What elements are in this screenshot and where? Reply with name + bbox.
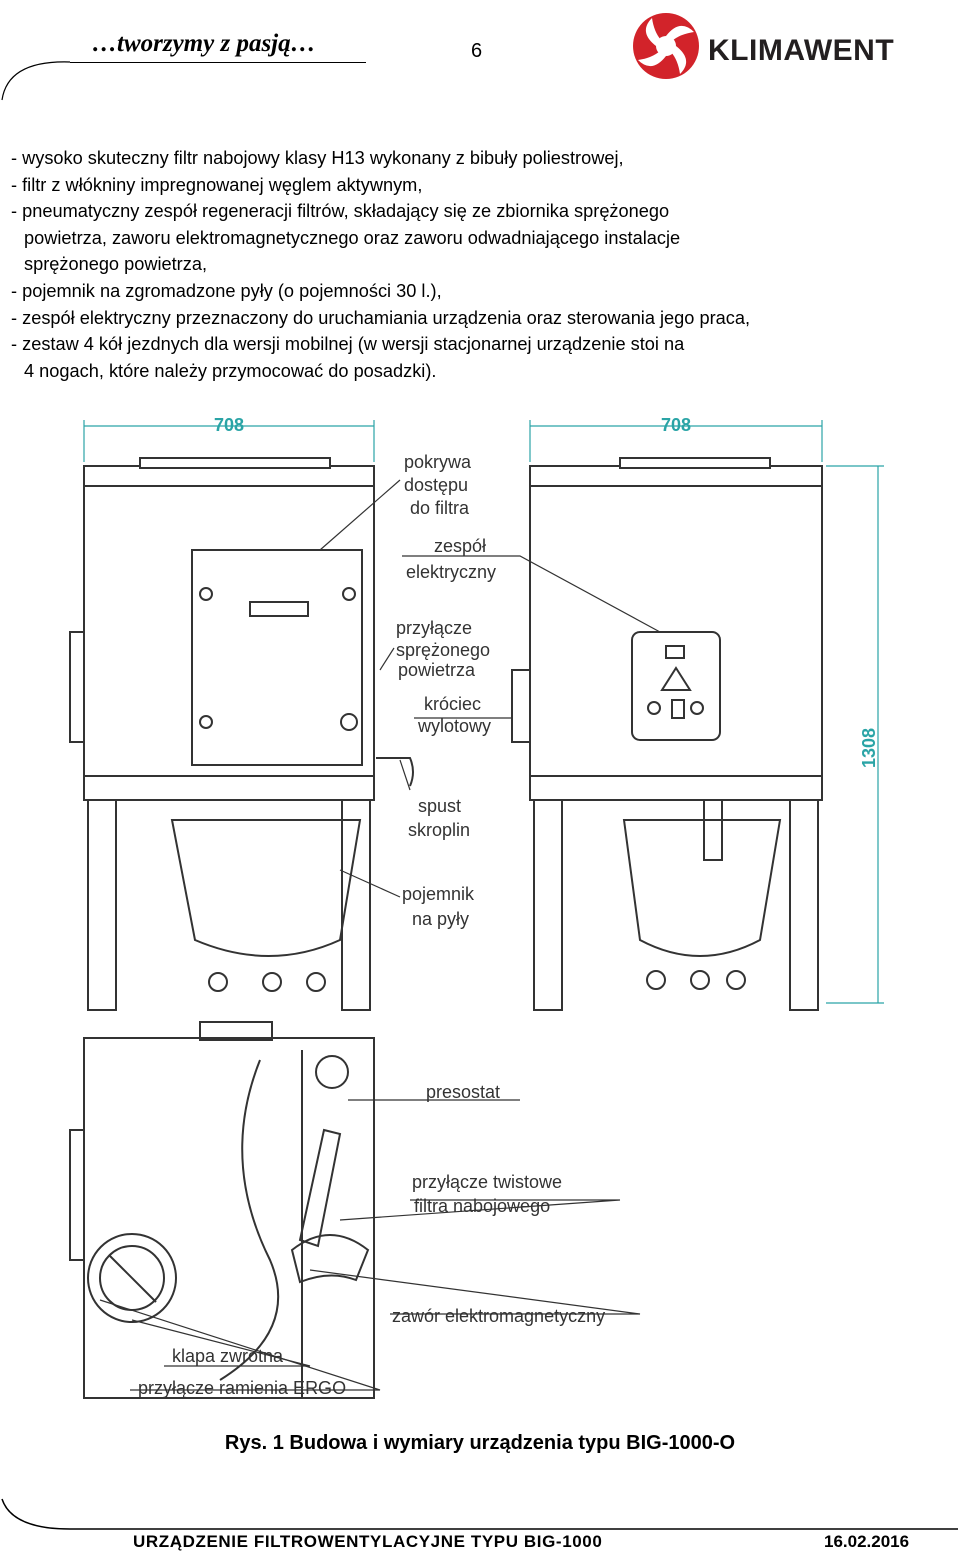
label-air-connection: powietrza <box>398 660 476 680</box>
logo-wordmark: KLIMAWENT <box>708 34 895 67</box>
label-twist-connection: filtra nabojowego <box>414 1196 551 1216</box>
footer-title: URZĄDZENIE FILTROWENTYLACYJNE TYPU BIG-1000 <box>133 1532 603 1551</box>
label-outlet: króciec <box>424 694 482 714</box>
label-pressostat: presostat <box>426 1082 501 1102</box>
label-cover: dostępu <box>404 475 469 495</box>
technical-drawing <box>0 400 960 1420</box>
page-footer <box>0 1532 960 1556</box>
label-electrical: zespół <box>434 536 487 556</box>
label-electrical: elektryczny <box>406 562 497 582</box>
klimawent-logo <box>628 8 900 88</box>
figure-caption: Rys. 1 Budowa i wymiary urządzenia typu BIG-1000-O <box>224 1432 736 1454</box>
label-flap: klapa zwrotna <box>172 1346 284 1366</box>
page-number: 6 <box>471 40 483 62</box>
footer-date: 16.02.2016 <box>824 1532 910 1551</box>
label-air-connection: przyłącze <box>396 618 473 638</box>
feature-list <box>11 145 956 384</box>
list-item: - zestaw 4 kół jezdnych dla wersji mobilnej (w wersji stacjonarnej urządzenie stoi na <box>11 334 685 355</box>
label-twist-connection: przyłącze twistowe <box>412 1172 563 1192</box>
label-cover: do filtra <box>410 498 470 518</box>
list-item-continuation: 4 nogach, które należy przymocować do posadzki). <box>24 360 437 381</box>
side-view <box>512 458 822 1010</box>
footer-decorative-arc <box>0 1495 960 1535</box>
dimension-width-front: 708 <box>214 415 245 435</box>
front-view <box>70 458 413 1010</box>
list-item-continuation: sprężonego powietrza, <box>24 254 207 275</box>
list-item: - pojemnik na zgromadzone pyły (o pojemności 30 l.), <box>11 280 442 301</box>
leader-lines <box>100 480 660 1390</box>
header-slogan: …tworzymy z pasją… <box>92 30 316 57</box>
list-item: - zespół elektryczny przeznaczony do uruchamiania urządzenia oraz sterowania jego praca, <box>11 307 751 328</box>
dimension-width-side: 708 <box>661 415 692 435</box>
list-item: - wysoko skuteczny filtr nabojowy klasy H13 wykonany z bibuły poliestrowej, <box>11 148 624 168</box>
label-solenoid: zawór elektromagnetyczny <box>392 1306 606 1326</box>
top-view <box>70 1022 374 1398</box>
drawing-labels <box>138 452 605 1398</box>
label-drain: spust <box>418 796 462 816</box>
label-drain: skroplin <box>408 820 471 840</box>
label-cover: pokrywa <box>404 452 472 472</box>
list-item: - filtr z włókniny impregnowanej węglem aktywnym, <box>11 174 423 195</box>
label-outlet: wylotowy <box>418 716 492 736</box>
label-ergo: przyłącze ramienia ERGO <box>138 1378 347 1398</box>
dimension-height: 1308 <box>859 727 879 768</box>
header-decorative-arc <box>0 52 120 102</box>
list-item: - pneumatyczny zespół regeneracji filtrów, składający się ze zbiornika sprężonego <box>11 201 670 222</box>
list-item-continuation: powietrza, zaworu elektromagnetycznego oraz zaworu odwadniającego instalacje <box>24 227 681 248</box>
label-container: na pyły <box>412 909 470 929</box>
label-container: pojemnik <box>402 884 475 904</box>
label-air-connection: sprężonego <box>396 640 491 660</box>
